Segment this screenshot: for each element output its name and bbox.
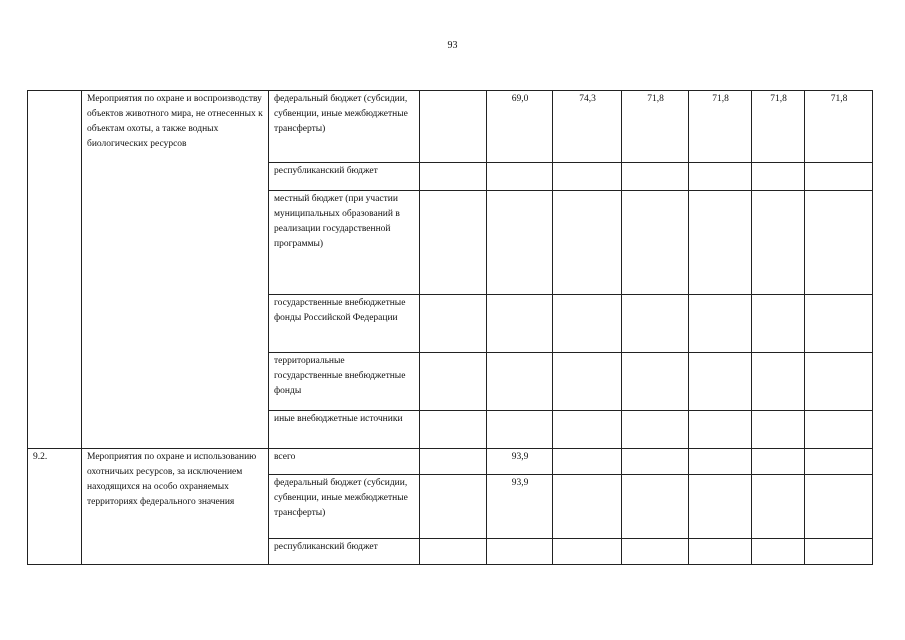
- value-cell: [622, 539, 689, 565]
- value-cell: 93,9: [487, 475, 553, 539]
- value-cell: [553, 475, 622, 539]
- value-cell: [420, 191, 487, 295]
- value-cell: [487, 411, 553, 449]
- value-cell: [805, 191, 873, 295]
- funding-source: республиканский бюджет: [269, 163, 420, 191]
- value-cell: [487, 191, 553, 295]
- value-cell: [689, 353, 752, 411]
- value-cell: [622, 191, 689, 295]
- value-cell: [622, 411, 689, 449]
- value-cell: [689, 475, 752, 539]
- budget-table: [27, 90, 873, 565]
- value-cell: [553, 163, 622, 191]
- value-cell: [689, 295, 752, 353]
- funding-source: республиканский бюджет: [269, 539, 420, 565]
- funding-source: государственные внебюджетные фонды Российской Федерации: [269, 295, 420, 353]
- value-cell: [805, 411, 873, 449]
- value-cell: [420, 353, 487, 411]
- funding-source: федеральный бюджет (субсидии, субвенции, иные межбюджетные трансферты): [269, 475, 420, 539]
- value-cell: 71,8: [752, 91, 805, 163]
- value-cell: [689, 191, 752, 295]
- value-cell: [420, 91, 487, 163]
- row-index: [28, 91, 82, 449]
- value-cell: [752, 449, 805, 475]
- value-cell: [622, 475, 689, 539]
- value-cell: [752, 191, 805, 295]
- value-cell: [752, 475, 805, 539]
- value-cell: 71,8: [805, 91, 873, 163]
- value-cell: [622, 353, 689, 411]
- value-cell: [689, 163, 752, 191]
- value-cell: [553, 295, 622, 353]
- value-cell: 71,8: [689, 91, 752, 163]
- value-cell: [622, 449, 689, 475]
- value-cell: 71,8: [622, 91, 689, 163]
- value-cell: [487, 353, 553, 411]
- value-cell: [752, 163, 805, 191]
- value-cell: [752, 295, 805, 353]
- value-cell: [805, 475, 873, 539]
- value-cell: [420, 539, 487, 565]
- value-cell: [805, 449, 873, 475]
- table-row: [28, 449, 873, 475]
- table-row: [28, 91, 873, 163]
- funding-source: иные внебюджетные источники: [269, 411, 420, 449]
- measure-name: Мероприятия по охране и воспроизводству объектов животного мира, не отнесенных к объектам охоты, а также водных биологических ресурсов: [82, 91, 269, 449]
- value-cell: 74,3: [553, 91, 622, 163]
- value-cell: [487, 539, 553, 565]
- value-cell: [487, 295, 553, 353]
- value-cell: [805, 295, 873, 353]
- value-cell: [689, 411, 752, 449]
- funding-source: всего: [269, 449, 420, 475]
- row-index: 9.2.: [28, 449, 82, 565]
- value-cell: [805, 163, 873, 191]
- value-cell: [553, 539, 622, 565]
- value-cell: [689, 449, 752, 475]
- value-cell: [752, 353, 805, 411]
- value-cell: [553, 191, 622, 295]
- value-cell: [805, 539, 873, 565]
- measure-name: Мероприятия по охране и использованию охотничьих ресурсов, за исключением находящихся на особо охраняемых территориях федерального значения: [82, 449, 269, 565]
- value-cell: 93,9: [487, 449, 553, 475]
- value-cell: [487, 163, 553, 191]
- value-cell: [553, 411, 622, 449]
- funding-source: территориальные государственные внебюджетные фонды: [269, 353, 420, 411]
- value-cell: [805, 353, 873, 411]
- value-cell: 69,0: [487, 91, 553, 163]
- value-cell: [420, 411, 487, 449]
- value-cell: [752, 539, 805, 565]
- page-number: 93: [447, 40, 458, 51]
- value-cell: [420, 449, 487, 475]
- funding-source: местный бюджет (при участии муниципальных образований в реализации государственной программы): [269, 191, 420, 295]
- value-cell: [420, 295, 487, 353]
- funding-source: федеральный бюджет (субсидии, субвенции, иные межбюджетные трансферты): [269, 91, 420, 163]
- value-cell: [420, 163, 487, 191]
- value-cell: [553, 449, 622, 475]
- value-cell: [420, 475, 487, 539]
- value-cell: [752, 411, 805, 449]
- value-cell: [622, 163, 689, 191]
- value-cell: [689, 539, 752, 565]
- value-cell: [553, 353, 622, 411]
- value-cell: [622, 295, 689, 353]
